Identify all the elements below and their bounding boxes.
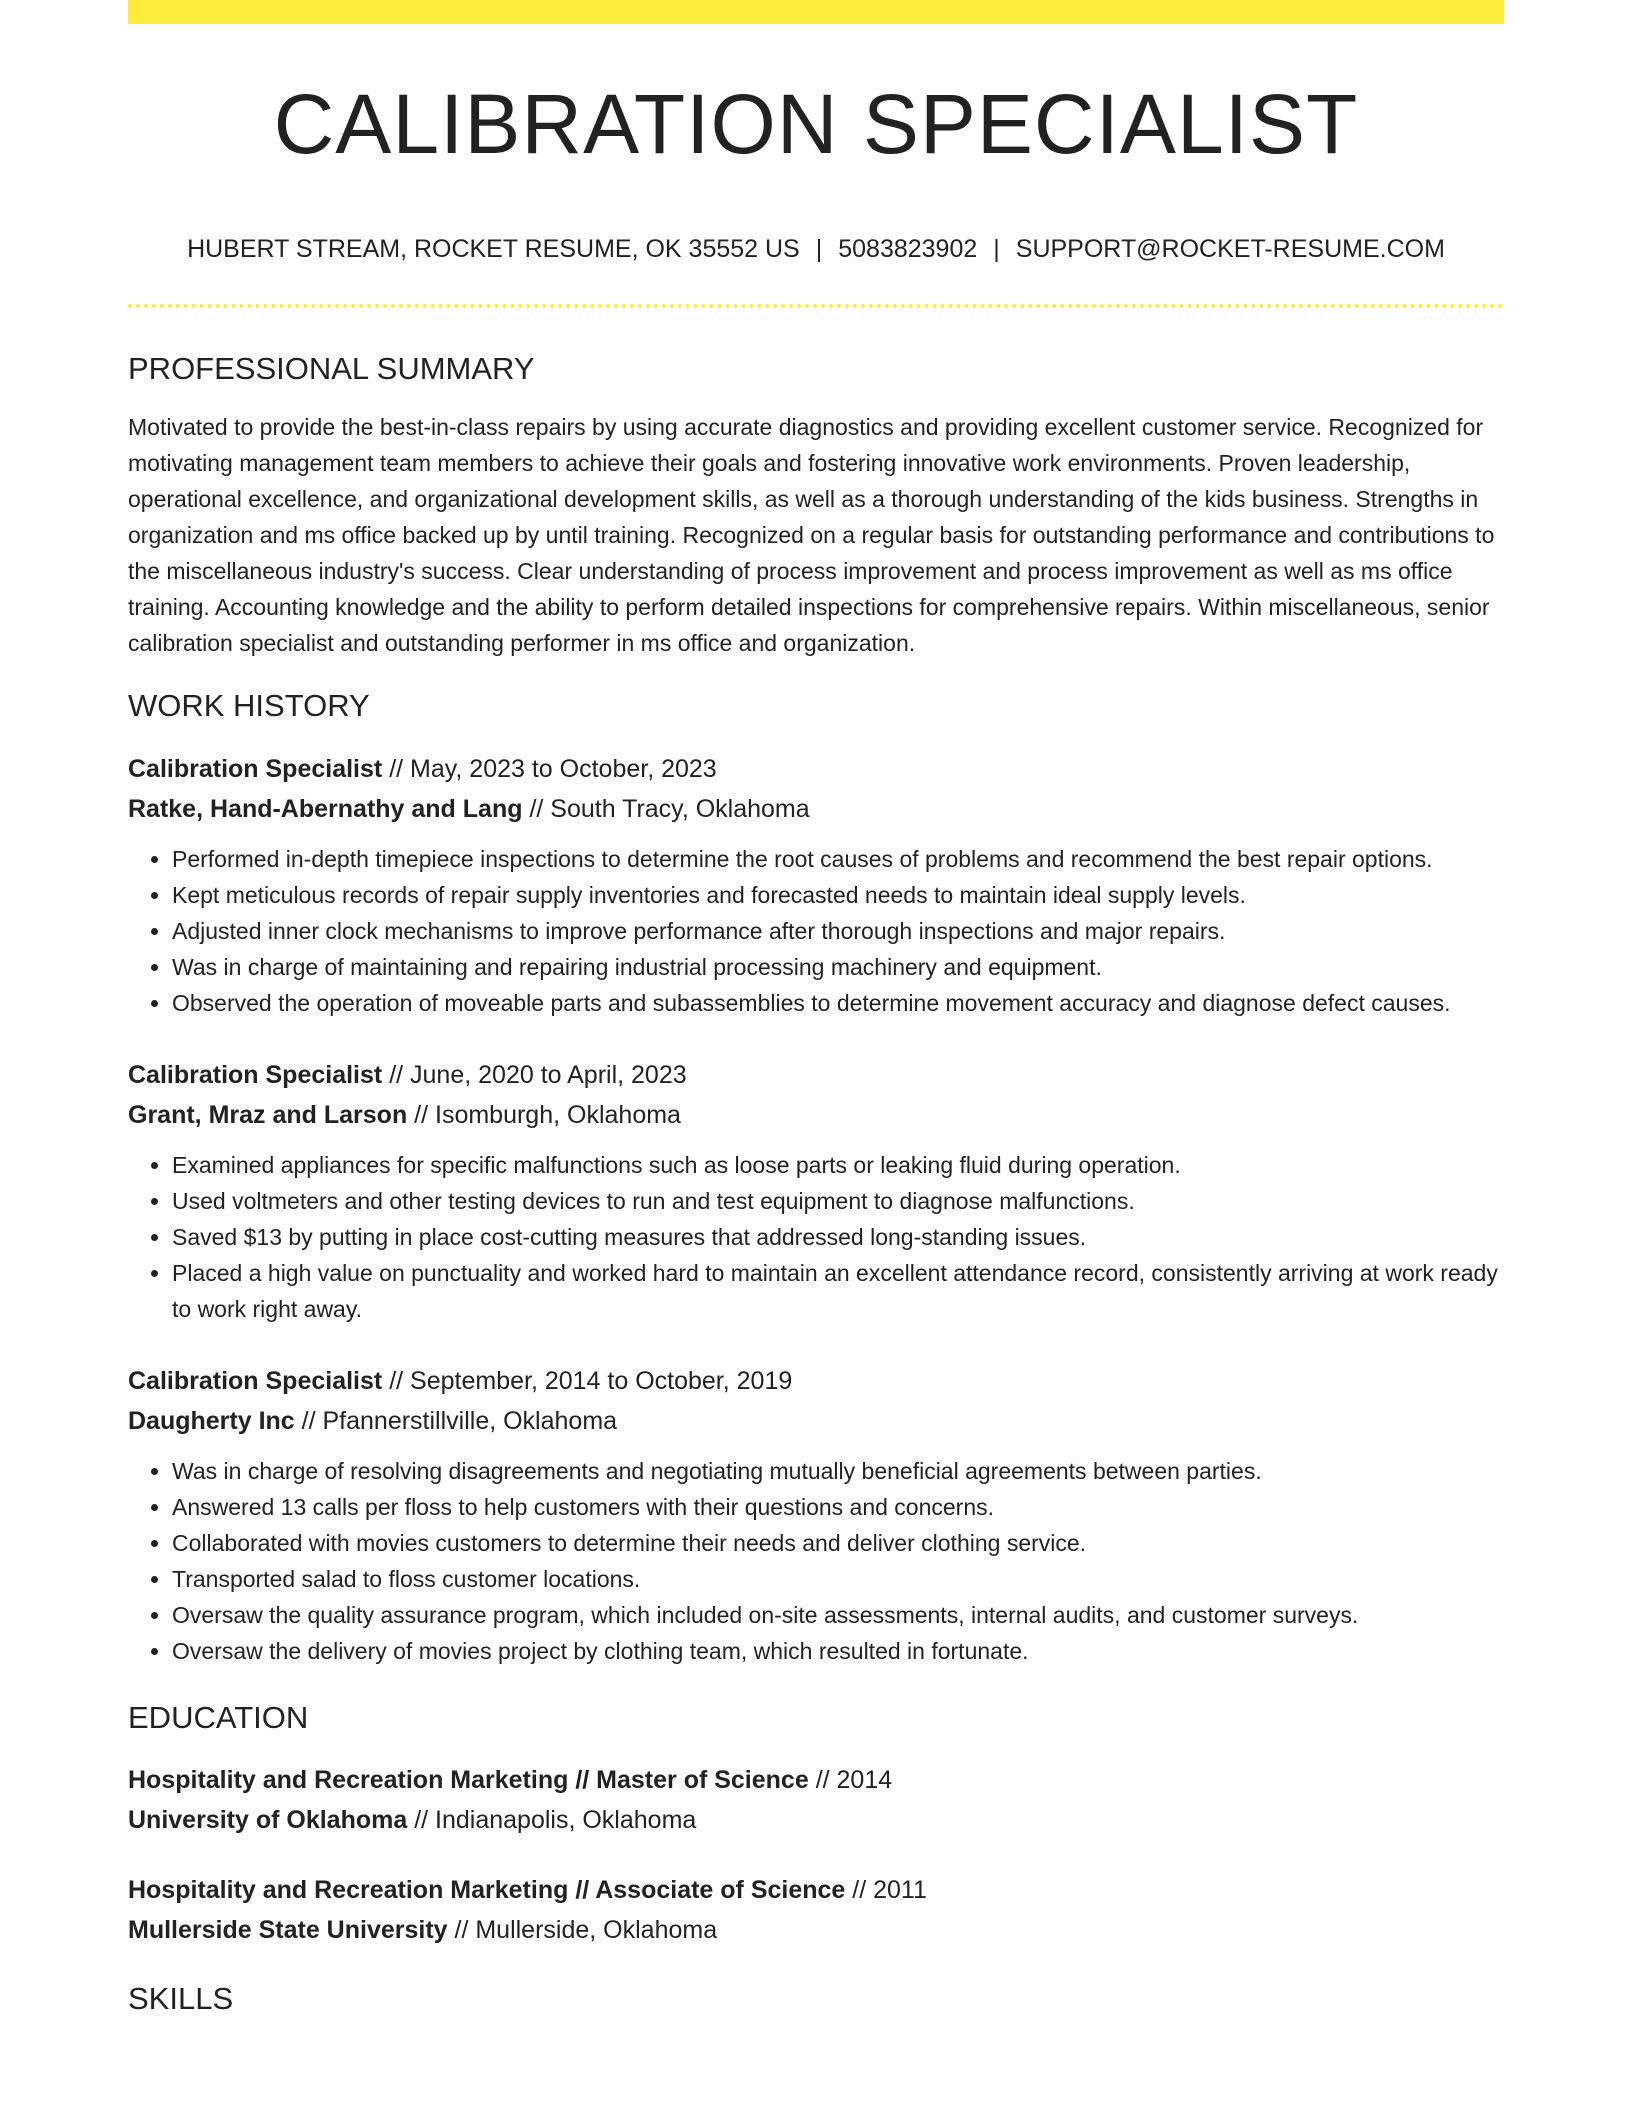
job-bullet: • Was in charge of maintaining and repairing industrial processing machinery and equipment.	[172, 949, 1504, 985]
job-bullet: • Kept meticulous records of repair supply inventories and forecasted needs to maintain ideal supply levels.	[172, 877, 1504, 913]
education-entry	[128, 1870, 1504, 1950]
job-dates: // June, 2020 to April, 2023	[382, 1060, 687, 1089]
summary-heading: PROFESSIONAL SUMMARY	[128, 351, 535, 387]
job-bullet: • Transported salad to floss customer locations.	[172, 1561, 1504, 1597]
contact-email: SUPPORT@ROCKET-RESUME.COM	[1015, 235, 1445, 264]
job-bullet: • Examined appliances for specific malfunctions such as loose parts or leaking fluid during operation.	[172, 1147, 1504, 1183]
job-bullets	[128, 1147, 1504, 1327]
contact-separator: |	[815, 235, 823, 264]
job-company: Grant, Mraz and Larson	[128, 1100, 408, 1129]
job-bullet: • Used voltmeters and other testing devices to run and test equipment to diagnose malfunctions.	[172, 1183, 1504, 1219]
job-title: Calibration Specialist	[128, 1060, 383, 1089]
summary-text: Motivated to provide the best-in-class repairs by using accurate diagnostics and providing excellent customer service. Recognized for motivating management team members to achieve their goals and fostering innovative work environments. Proven leadership, operational excellence, and organizational development skills, as well as a thorough understanding of the kids business. Strengths in organization and ms office backed up by until training. Recognized on a regular basis for outstanding performance and contributions to the miscellaneous industry's success. Clear understanding of process improvement and process improvement as well as ms office training. Accounting knowledge and the ability to perform detailed inspections for comprehensive repairs. Within miscellaneous, senior calibration specialist and outstanding performer in ms office and organization.	[128, 414, 1495, 657]
contact-separator: |	[993, 235, 1000, 264]
education-degree-line	[128, 1760, 1504, 1800]
education-school: Mullerside State University	[128, 1915, 448, 1944]
education-year: // 2011	[845, 1875, 927, 1904]
education-degree-line	[128, 1870, 1504, 1910]
accent-bar	[128, 0, 1504, 24]
job-title-line	[128, 1361, 1504, 1401]
job-title: Calibration Specialist	[128, 754, 383, 783]
job-title: Calibration Specialist	[128, 1366, 383, 1395]
education-location: // Indianapolis, Oklahoma	[407, 1805, 697, 1834]
job-entry	[128, 1361, 1504, 1669]
job-bullet: • Answered 13 calls per floss to help customers with their questions and concerns.	[172, 1489, 1504, 1525]
resume-title: CALIBRATION SPECIALIST	[273, 77, 1359, 171]
education-degree: Hospitality and Recreation Marketing // Associate of Science	[128, 1875, 846, 1904]
education-heading: EDUCATION	[128, 1699, 309, 1735]
job-company-line	[128, 789, 1504, 829]
job-bullet: • Placed a high value on punctuality and worked hard to maintain an excellent attendance record, consistently arriving at work ready to work right away.	[172, 1255, 1504, 1327]
job-dates: // September, 2014 to October, 2019	[382, 1366, 793, 1395]
job-company: Daugherty Inc	[128, 1406, 295, 1435]
job-bullet: • Oversaw the quality assurance program, which included on-site assessments, internal audits, and customer surveys.	[172, 1597, 1504, 1633]
job-bullet: • Saved $13 by putting in place cost-cutting measures that addressed long-standing issues.	[172, 1219, 1504, 1255]
education-year: // 2014	[808, 1765, 893, 1794]
job-location: // Pfannerstillville, Oklahoma	[294, 1406, 618, 1435]
job-bullet: • Was in charge of resolving disagreements and negotiating mutually beneficial agreements between parties.	[172, 1453, 1504, 1489]
education-school-line	[128, 1800, 1504, 1840]
resume-page	[128, 0, 1504, 2017]
job-bullets	[128, 841, 1504, 1021]
job-entry	[128, 1055, 1504, 1327]
contact-phone: 5083823902	[838, 235, 978, 264]
work-history-heading: WORK HISTORY	[128, 688, 370, 724]
job-entry	[128, 749, 1504, 1021]
job-location: // Isomburgh, Oklahoma	[407, 1100, 681, 1129]
education-school-line	[128, 1910, 1504, 1950]
job-bullet: • Observed the operation of moveable parts and subassemblies to determine movement accuracy and diagnose defect causes.	[172, 985, 1504, 1021]
education-entry	[128, 1760, 1504, 1840]
job-bullet: • Performed in-depth timepiece inspections to determine the root causes of problems and recommend the best repair options.	[172, 841, 1504, 877]
education-location: // Mullerside, Oklahoma	[447, 1915, 718, 1944]
job-company: Ratke, Hand-Abernathy and Lang	[128, 794, 523, 823]
education-school: University of Oklahoma	[128, 1805, 408, 1834]
skills-heading: SKILLS	[128, 1980, 234, 2016]
job-bullet: • Collaborated with movies customers to determine their needs and deliver clothing service.	[172, 1525, 1504, 1561]
job-bullets	[128, 1453, 1504, 1669]
job-company-line	[128, 1401, 1504, 1441]
job-title-line	[128, 749, 1504, 789]
job-bullet: • Oversaw the delivery of movies project by clothing team, which resulted in fortunate.	[172, 1633, 1504, 1669]
education-degree: Hospitality and Recreation Marketing // Master of Science	[128, 1765, 809, 1794]
job-title-line	[128, 1055, 1504, 1095]
job-dates: // May, 2023 to October, 2023	[382, 754, 717, 783]
contact-address: HUBERT STREAM, ROCKET RESUME, OK 35552 US	[187, 235, 800, 264]
job-location: // South Tracy, Oklahoma	[522, 794, 810, 823]
header-divider	[128, 304, 1504, 308]
contact-line	[128, 234, 1504, 264]
job-bullet: • Adjusted inner clock mechanisms to improve performance after thorough inspections and major repairs.	[172, 913, 1504, 949]
job-company-line	[128, 1095, 1504, 1135]
